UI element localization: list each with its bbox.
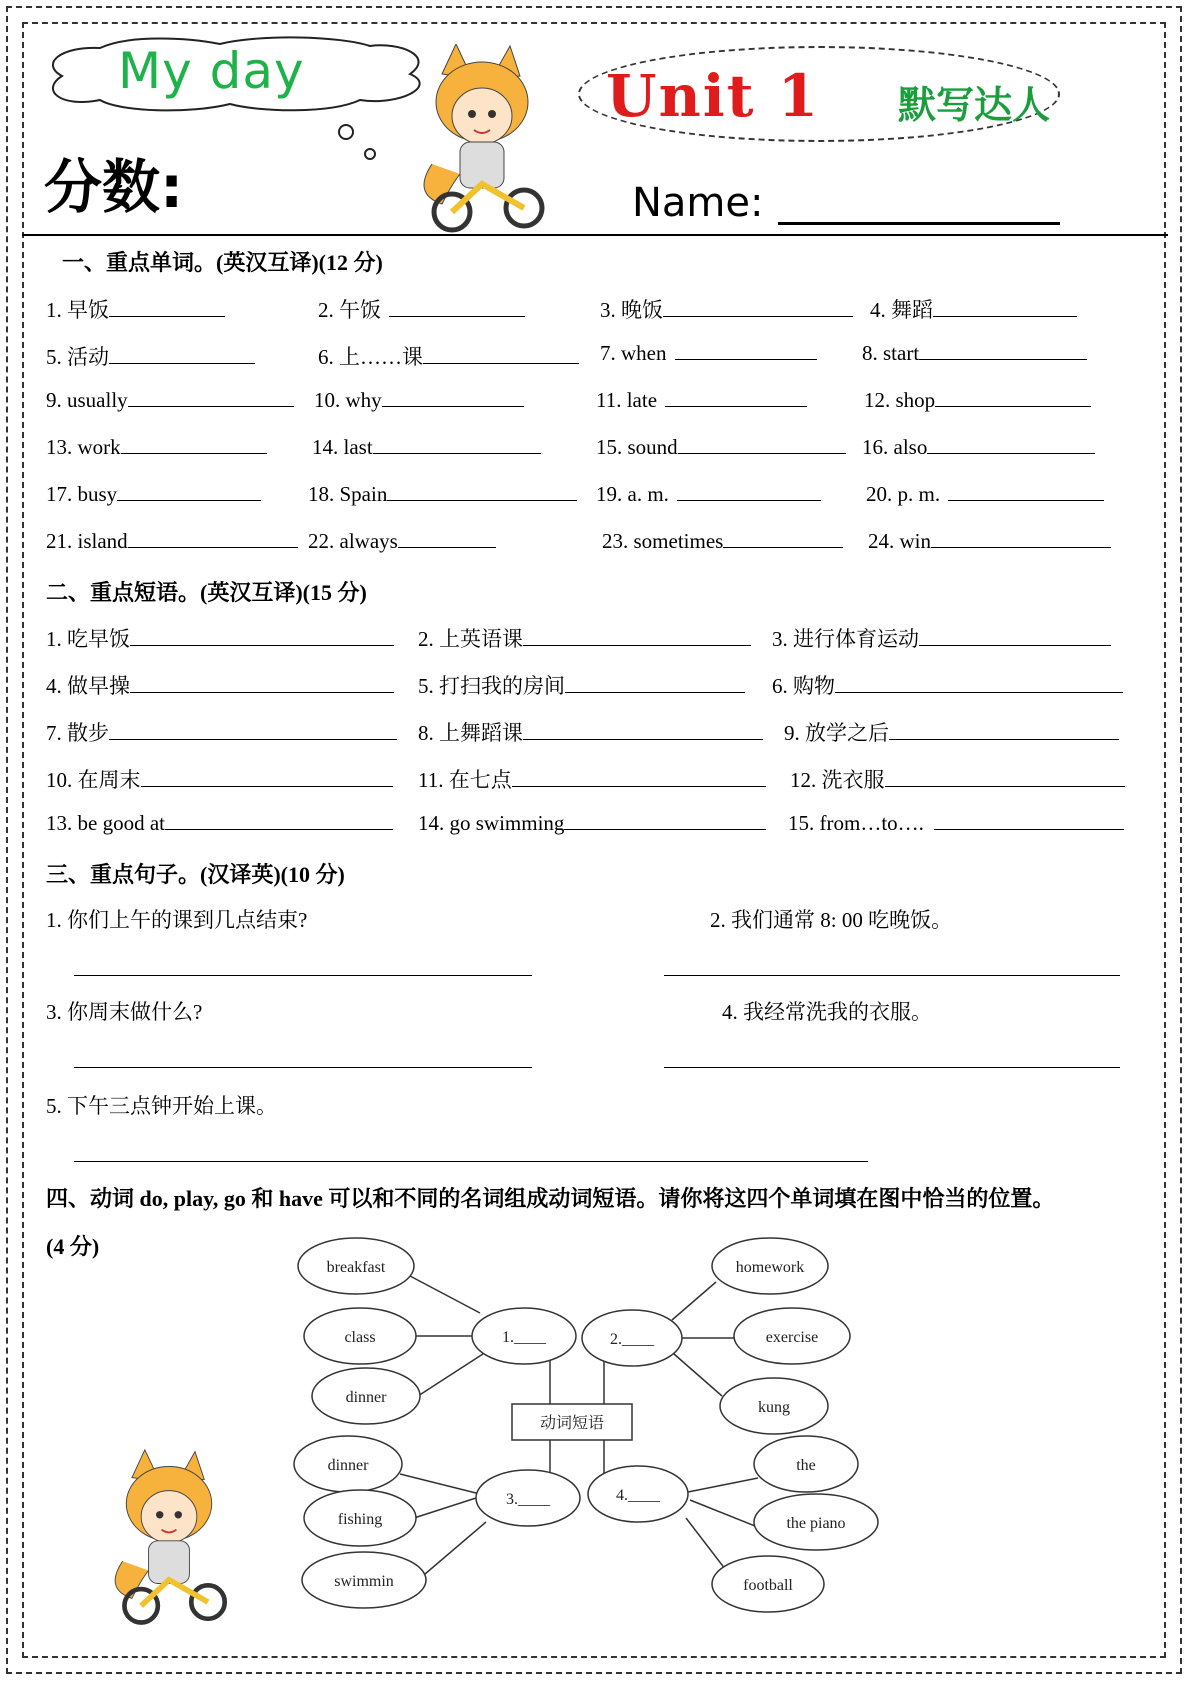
name-field[interactable] <box>778 222 1060 225</box>
word-item: 2. 午饭 <box>318 294 525 324</box>
noun-label: homework <box>735 1259 805 1276</box>
hub-label: 2.____ <box>610 1331 654 1348</box>
word-item: 22. always <box>308 529 496 554</box>
word-item: 11. late <box>596 388 807 413</box>
word-item: 6. 上……课 <box>318 341 579 371</box>
fox-character-image <box>104 1440 234 1636</box>
answer-line[interactable] <box>74 1161 868 1162</box>
word-item: 9. usually <box>46 388 294 413</box>
fox-character-image <box>412 44 552 234</box>
answer-line[interactable] <box>74 1067 532 1068</box>
noun-label: dinner <box>345 1389 387 1406</box>
phrase-item: 12. 洗衣服 <box>790 764 1125 794</box>
word-item: 16. also <box>862 435 1095 460</box>
word-item: 24. win <box>868 529 1111 554</box>
phrase-item: 9. 放学之后 <box>784 717 1119 747</box>
word-item: 23. sometimes <box>602 529 843 554</box>
word-item: 1. 早饭 <box>46 294 225 324</box>
noun-label: the <box>796 1457 816 1474</box>
phrase-item: 14. go swimming <box>418 811 766 836</box>
noun-label: breakfast <box>326 1259 386 1276</box>
noun-label: swimmin <box>334 1573 394 1590</box>
name-label: Name: <box>632 180 764 226</box>
phrase-item: 1. 吃早饭 <box>46 623 394 653</box>
phrase-item: 10. 在周末 <box>46 764 393 794</box>
word-item: 14. last <box>312 435 541 460</box>
section-1-title: 一、重点单词。(英汉互译)(12 分) <box>62 250 383 275</box>
section-3-title: 三、重点句子。(汉译英)(10 分) <box>46 862 345 887</box>
noun-label: class <box>344 1329 376 1346</box>
noun-label: kung <box>758 1399 790 1416</box>
phrase-item: 7. 散步 <box>46 717 397 747</box>
word-item: 10. why <box>314 388 524 413</box>
sentence-item: 3. 你周末做什么? <box>46 1000 203 1024</box>
word-item: 19. a. m. <box>596 482 821 507</box>
phrase-item: 13. be good at <box>46 811 393 836</box>
word-item: 15. sound <box>596 435 846 460</box>
phrase-item: 11. 在七点 <box>418 764 766 794</box>
hub-label: 3.____ <box>506 1491 550 1508</box>
noun-label: football <box>743 1577 793 1594</box>
phrase-item: 4. 做早操 <box>46 670 394 700</box>
hub-label: 4.____ <box>616 1487 660 1504</box>
word-item: 12. shop <box>864 388 1091 413</box>
phrase-item: 15. from…to…. <box>788 811 1124 836</box>
header-divider <box>22 234 1168 236</box>
noun-label: the piano <box>786 1515 846 1532</box>
section-4-title: 四、动词 do, play, go 和 have 可以和不同的名词组成动词短语。请你将这四个单词填在图中恰当的位置。 <box>46 1186 1055 1211</box>
word-item: 21. island <box>46 529 298 554</box>
score-label: 分数: <box>44 153 184 221</box>
word-item: 13. work <box>46 435 267 460</box>
section-4-score: (4 分) <box>46 1234 100 1259</box>
phrase-item: 3. 进行体育运动 <box>772 623 1111 653</box>
phrase-item: 5. 打扫我的房间 <box>418 670 745 700</box>
word-item: 18. Spain <box>308 482 577 507</box>
word-item: 7. when <box>600 341 817 366</box>
sentence-item: 5. 下午三点钟开始上课。 <box>46 1094 277 1118</box>
sentence-item: 2. 我们通常 8: 00 吃晚饭。 <box>710 908 953 932</box>
phrase-item: 8. 上舞蹈课 <box>418 717 763 747</box>
word-item: 8. start <box>862 341 1087 366</box>
noun-label: dinner <box>327 1457 369 1474</box>
sentence-item: 1. 你们上午的课到几点结束? <box>46 908 308 932</box>
word-item: 3. 晚饭 <box>600 294 853 324</box>
answer-line[interactable] <box>664 1067 1120 1068</box>
answer-line[interactable] <box>664 975 1120 976</box>
phrase-item: 6. 购物 <box>772 670 1123 700</box>
phrase-item: 2. 上英语课 <box>418 623 751 653</box>
word-item: 5. 活动 <box>46 341 255 371</box>
unit-title: Unit 1 <box>606 62 821 130</box>
thought-dots <box>330 122 390 172</box>
unit-subtitle: 默写达人 <box>898 83 1051 127</box>
noun-label: fishing <box>337 1511 383 1528</box>
center-label: 动词短语 <box>539 1415 605 1432</box>
word-item: 20. p. m. <box>866 482 1104 507</box>
noun-label: exercise <box>765 1329 819 1346</box>
verb-phrase-diagram <box>290 1228 890 1628</box>
answer-line[interactable] <box>74 975 532 976</box>
word-item: 4. 舞蹈 <box>870 294 1077 324</box>
sentence-item: 4. 我经常洗我的衣服。 <box>722 1000 932 1024</box>
section-2-title: 二、重点短语。(英汉互译)(15 分) <box>46 580 367 605</box>
hub-label: 1.____ <box>502 1329 546 1346</box>
word-item: 17. busy <box>46 482 261 507</box>
bubble-title: My day <box>118 42 305 100</box>
